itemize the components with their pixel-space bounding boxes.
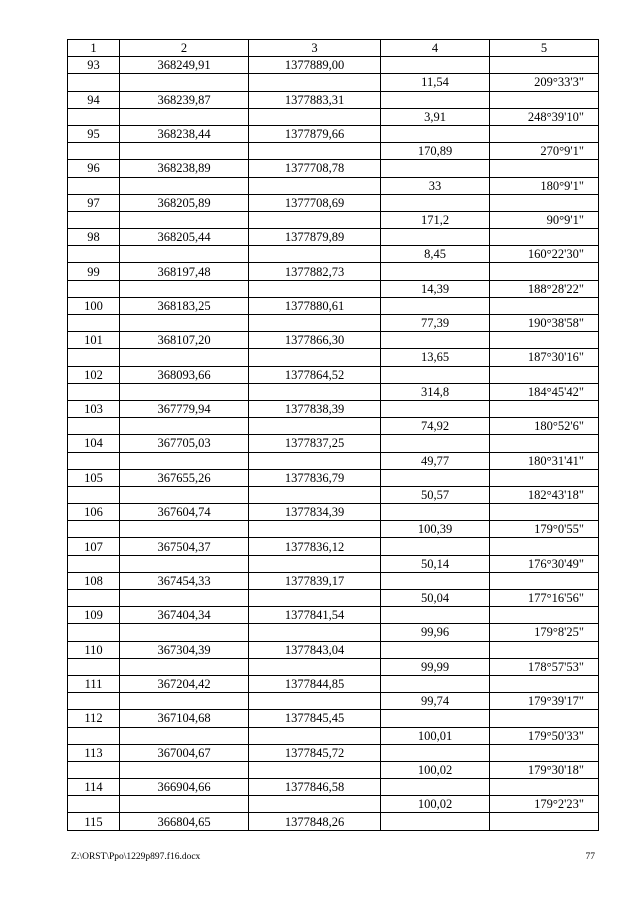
table-cell-col-1 (68, 108, 120, 125)
table-cell-col-2 (120, 383, 249, 400)
table-row (68, 658, 599, 675)
table-cell-col-1 (68, 143, 120, 160)
table-cell-col-3: 1377838,39 (249, 400, 381, 417)
table-cell-col-2: 367404,34 (120, 607, 249, 624)
table-cell-col-4 (381, 400, 490, 417)
table-cell-col-2 (120, 452, 249, 469)
table-cell-col-4: 3,91 (381, 108, 490, 125)
table-row (68, 641, 599, 658)
table-cell-col-2: 367705,03 (120, 435, 249, 452)
table-cell-col-4 (381, 469, 490, 486)
table-cell-col-1: 100 (68, 297, 120, 314)
table-row (68, 761, 599, 778)
table-cell-col-1: 114 (68, 779, 120, 796)
table-cell-col-5 (490, 366, 599, 383)
header-row (68, 40, 599, 57)
table-header (68, 40, 599, 57)
table-row (68, 229, 599, 246)
table-cell-col-2: 368093,66 (120, 366, 249, 383)
table-row (68, 486, 599, 503)
table-cell-col-1 (68, 727, 120, 744)
table-cell-col-1 (68, 624, 120, 641)
table-cell-col-5 (490, 229, 599, 246)
page-footer (71, 852, 595, 862)
table-cell-col-2 (120, 315, 249, 332)
table-cell-col-3 (249, 658, 381, 675)
table-cell-col-5: 179°0'55" (490, 521, 599, 538)
table-cell-col-2 (120, 74, 249, 91)
table-row (68, 263, 599, 280)
coordinates-table (67, 39, 599, 831)
table-cell-col-5 (490, 194, 599, 211)
table-cell-col-2: 367204,42 (120, 675, 249, 692)
page-number: 77 (585, 852, 595, 862)
table-cell-col-5: 182°43'18" (490, 486, 599, 503)
table-cell-col-1: 95 (68, 125, 120, 142)
table-cell-col-1: 108 (68, 572, 120, 589)
table-cell-col-2 (120, 211, 249, 228)
table-cell-col-3: 1377708,78 (249, 160, 381, 177)
table-row (68, 418, 599, 435)
table-cell-col-3: 1377834,39 (249, 504, 381, 521)
table-cell-col-4 (381, 91, 490, 108)
table-cell-col-3 (249, 211, 381, 228)
table-cell-col-2: 367454,33 (120, 572, 249, 589)
table-cell-col-3: 1377836,12 (249, 538, 381, 555)
table-cell-col-5: 179°2'23" (490, 796, 599, 813)
table-cell-col-3 (249, 383, 381, 400)
table-cell-col-2 (120, 177, 249, 194)
table-cell-col-4: 100,02 (381, 761, 490, 778)
table-cell-col-4: 99,96 (381, 624, 490, 641)
table-cell-col-5 (490, 125, 599, 142)
table-row (68, 727, 599, 744)
table-cell-col-4: 100,01 (381, 727, 490, 744)
table-body (68, 57, 599, 830)
table-cell-col-2: 368183,25 (120, 297, 249, 314)
table-cell-col-1 (68, 761, 120, 778)
table-cell-col-2 (120, 143, 249, 160)
table-cell-col-1 (68, 796, 120, 813)
table-cell-col-1: 107 (68, 538, 120, 555)
table-cell-col-2: 366904,66 (120, 779, 249, 796)
table-cell-col-1 (68, 383, 120, 400)
table-cell-col-3 (249, 555, 381, 572)
table-cell-col-4: 77,39 (381, 315, 490, 332)
table-cell-col-1: 94 (68, 91, 120, 108)
table-row (68, 624, 599, 641)
table-cell-col-1: 101 (68, 332, 120, 349)
table-cell-col-1: 103 (68, 400, 120, 417)
table-cell-col-2 (120, 590, 249, 607)
table-cell-col-4 (381, 160, 490, 177)
table-cell-col-3 (249, 452, 381, 469)
table-cell-col-5 (490, 607, 599, 624)
table-row (68, 504, 599, 521)
table-row (68, 469, 599, 486)
table-cell-col-2 (120, 486, 249, 503)
table-row (68, 57, 599, 74)
table-cell-col-4 (381, 675, 490, 692)
table-cell-col-3 (249, 590, 381, 607)
table-row (68, 555, 599, 572)
table-cell-col-3 (249, 521, 381, 538)
table-cell-col-2 (120, 521, 249, 538)
table-cell-col-3: 1377883,31 (249, 91, 381, 108)
table-cell-col-5 (490, 504, 599, 521)
table-cell-col-3 (249, 349, 381, 366)
table-cell-col-2 (120, 246, 249, 263)
table-cell-col-2: 367779,94 (120, 400, 249, 417)
table-row (68, 383, 599, 400)
table-row (68, 297, 599, 314)
table-cell-col-4 (381, 779, 490, 796)
table-cell-col-4: 49,77 (381, 452, 490, 469)
table-cell-col-2: 367004,67 (120, 744, 249, 761)
table-row (68, 366, 599, 383)
table-row (68, 177, 599, 194)
table-cell-col-3 (249, 143, 381, 160)
table-cell-col-4: 170,89 (381, 143, 490, 160)
table-row (68, 744, 599, 761)
table-cell-col-3: 1377708,69 (249, 194, 381, 211)
table-cell-col-3 (249, 315, 381, 332)
table-cell-col-1 (68, 452, 120, 469)
table-cell-col-2 (120, 108, 249, 125)
table-cell-col-4 (381, 229, 490, 246)
table-cell-col-1: 98 (68, 229, 120, 246)
table-cell-col-5: 179°30'18" (490, 761, 599, 778)
table-cell-col-1: 106 (68, 504, 120, 521)
table-cell-col-3 (249, 727, 381, 744)
table-cell-col-4 (381, 194, 490, 211)
table-row (68, 194, 599, 211)
table-cell-col-3 (249, 108, 381, 125)
table-row (68, 74, 599, 91)
table-row (68, 91, 599, 108)
table-cell-col-5 (490, 572, 599, 589)
header-col-5: 5 (490, 40, 599, 57)
header-col-4: 4 (381, 40, 490, 57)
table-cell-col-1 (68, 693, 120, 710)
table-cell-col-2 (120, 624, 249, 641)
table-cell-col-1: 104 (68, 435, 120, 452)
table-cell-col-3: 1377845,72 (249, 744, 381, 761)
table-cell-col-5: 187°30'16" (490, 349, 599, 366)
table-cell-col-1: 110 (68, 641, 120, 658)
table-cell-col-4 (381, 366, 490, 383)
table-cell-col-4: 74,92 (381, 418, 490, 435)
table-row (68, 813, 599, 830)
table-row (68, 143, 599, 160)
table-cell-col-3: 1377837,25 (249, 435, 381, 452)
table-cell-col-5: 179°39'17" (490, 693, 599, 710)
table-cell-col-4 (381, 297, 490, 314)
table-cell-col-3: 1377843,04 (249, 641, 381, 658)
table-cell-col-3: 1377880,61 (249, 297, 381, 314)
table-cell-col-3 (249, 280, 381, 297)
table-cell-col-2: 368239,87 (120, 91, 249, 108)
table-row (68, 280, 599, 297)
table-row (68, 160, 599, 177)
table-cell-col-5: 177°16'56" (490, 590, 599, 607)
table-cell-col-2: 368197,48 (120, 263, 249, 280)
table-cell-col-3: 1377845,45 (249, 710, 381, 727)
table-cell-col-4 (381, 435, 490, 452)
table-cell-col-5 (490, 435, 599, 452)
table-cell-col-5: 248°39'10" (490, 108, 599, 125)
table-cell-col-5: 160°22'30" (490, 246, 599, 263)
table-cell-col-4 (381, 710, 490, 727)
table-cell-col-2: 367655,26 (120, 469, 249, 486)
table-cell-col-5: 90°9'1" (490, 211, 599, 228)
table-cell-col-4: 314,8 (381, 383, 490, 400)
table-cell-col-4: 50,14 (381, 555, 490, 572)
table-cell-col-2: 368238,44 (120, 125, 249, 142)
table-cell-col-4: 50,57 (381, 486, 490, 503)
table-row (68, 521, 599, 538)
table-cell-col-2: 368238,89 (120, 160, 249, 177)
table-cell-col-1 (68, 521, 120, 538)
table-row (68, 779, 599, 796)
table-cell-col-5: 184°45'42" (490, 383, 599, 400)
table-cell-col-4: 8,45 (381, 246, 490, 263)
file-path: Z:\ORST\Ppo\1229p897.f16.docx (71, 852, 201, 862)
table-cell-col-4 (381, 263, 490, 280)
table-cell-col-3 (249, 761, 381, 778)
table-cell-col-1: 113 (68, 744, 120, 761)
table-cell-col-4 (381, 57, 490, 74)
table-cell-col-1 (68, 555, 120, 572)
table-cell-col-3: 1377879,66 (249, 125, 381, 142)
table-cell-col-5 (490, 813, 599, 830)
table-cell-col-5: 179°50'33" (490, 727, 599, 744)
table-cell-col-4: 14,39 (381, 280, 490, 297)
table-cell-col-5 (490, 744, 599, 761)
table-cell-col-1: 93 (68, 57, 120, 74)
table-cell-col-2 (120, 555, 249, 572)
table-cell-col-2: 367104,68 (120, 710, 249, 727)
table-row (68, 211, 599, 228)
table-cell-col-2: 366804,65 (120, 813, 249, 830)
table-cell-col-4 (381, 813, 490, 830)
table-cell-col-3: 1377882,73 (249, 263, 381, 280)
table-cell-col-4: 99,74 (381, 693, 490, 710)
table-cell-col-2 (120, 658, 249, 675)
table-cell-col-5: 179°8'25" (490, 624, 599, 641)
table-row (68, 572, 599, 589)
table-cell-col-1 (68, 349, 120, 366)
table-cell-col-3: 1377844,85 (249, 675, 381, 692)
table-cell-col-1 (68, 280, 120, 297)
table-cell-col-5: 188°28'22" (490, 280, 599, 297)
table-row (68, 693, 599, 710)
table-cell-col-2 (120, 693, 249, 710)
table-cell-col-5 (490, 57, 599, 74)
table-cell-col-5: 270°9'1" (490, 143, 599, 160)
table-cell-col-5 (490, 538, 599, 555)
table-row (68, 246, 599, 263)
table-cell-col-5 (490, 332, 599, 349)
table-cell-col-1: 96 (68, 160, 120, 177)
table-cell-col-1 (68, 590, 120, 607)
table-cell-col-3: 1377841,54 (249, 607, 381, 624)
table-cell-col-3 (249, 693, 381, 710)
header-col-3: 3 (249, 40, 381, 57)
table-cell-col-4 (381, 332, 490, 349)
table-cell-col-3: 1377864,52 (249, 366, 381, 383)
table-row (68, 435, 599, 452)
table-cell-col-1: 111 (68, 675, 120, 692)
table-cell-col-2: 368205,44 (120, 229, 249, 246)
table-cell-col-3: 1377848,26 (249, 813, 381, 830)
table-cell-col-2 (120, 761, 249, 778)
table-cell-col-2: 367604,74 (120, 504, 249, 521)
table-cell-col-1 (68, 74, 120, 91)
table-cell-col-2 (120, 349, 249, 366)
table-cell-col-5 (490, 710, 599, 727)
table-cell-col-3: 1377846,58 (249, 779, 381, 796)
table-cell-col-4: 33 (381, 177, 490, 194)
table-cell-col-1 (68, 486, 120, 503)
table-cell-col-2: 367504,37 (120, 538, 249, 555)
table-cell-col-1: 102 (68, 366, 120, 383)
table-row (68, 315, 599, 332)
table-cell-col-4 (381, 538, 490, 555)
table-cell-col-2: 368249,91 (120, 57, 249, 74)
table-cell-col-4: 13,65 (381, 349, 490, 366)
table-cell-col-4 (381, 504, 490, 521)
table-cell-col-5: 190°38'58" (490, 315, 599, 332)
table-row (68, 590, 599, 607)
table-cell-col-1: 105 (68, 469, 120, 486)
table-cell-col-5 (490, 297, 599, 314)
table-cell-col-4: 99,99 (381, 658, 490, 675)
table-cell-col-3 (249, 246, 381, 263)
table-cell-col-4 (381, 744, 490, 761)
table-cell-col-5 (490, 641, 599, 658)
table-row (68, 796, 599, 813)
table-cell-col-2: 367304,39 (120, 641, 249, 658)
table-cell-col-5 (490, 160, 599, 177)
header-col-2: 2 (120, 40, 249, 57)
table-row (68, 400, 599, 417)
table-cell-col-4 (381, 607, 490, 624)
table-row (68, 125, 599, 142)
table-cell-col-1 (68, 211, 120, 228)
table-cell-col-4: 171,2 (381, 211, 490, 228)
table-cell-col-5: 180°31'41" (490, 452, 599, 469)
table-cell-col-3: 1377866,30 (249, 332, 381, 349)
table-cell-col-2: 368205,89 (120, 194, 249, 211)
table-cell-col-1 (68, 177, 120, 194)
table-cell-col-5: 209°33'3" (490, 74, 599, 91)
table-cell-col-5 (490, 263, 599, 280)
table-cell-col-1 (68, 246, 120, 263)
table-cell-col-5 (490, 779, 599, 796)
table-cell-col-1 (68, 418, 120, 435)
table-cell-col-5: 180°52'6" (490, 418, 599, 435)
table-cell-col-3 (249, 624, 381, 641)
table-cell-col-4: 50,04 (381, 590, 490, 607)
table-cell-col-2: 368107,20 (120, 332, 249, 349)
table-row (68, 675, 599, 692)
coordinates-table-sheet (67, 39, 598, 831)
table-cell-col-2 (120, 418, 249, 435)
table-cell-col-1: 115 (68, 813, 120, 830)
table-cell-col-3: 1377889,00 (249, 57, 381, 74)
table-cell-col-1 (68, 658, 120, 675)
header-col-1: 1 (68, 40, 120, 57)
table-row (68, 607, 599, 624)
table-cell-col-5 (490, 91, 599, 108)
table-row (68, 710, 599, 727)
table-cell-col-5 (490, 469, 599, 486)
table-cell-col-4: 100,02 (381, 796, 490, 813)
table-cell-col-4 (381, 572, 490, 589)
table-cell-col-1: 109 (68, 607, 120, 624)
table-cell-col-3 (249, 74, 381, 91)
table-row (68, 108, 599, 125)
table-cell-col-4 (381, 125, 490, 142)
table-cell-col-3 (249, 418, 381, 435)
table-cell-col-3: 1377836,79 (249, 469, 381, 486)
table-cell-col-1 (68, 315, 120, 332)
table-cell-col-2 (120, 727, 249, 744)
table-cell-col-5 (490, 675, 599, 692)
table-cell-col-5: 180°9'1" (490, 177, 599, 194)
table-cell-col-2 (120, 796, 249, 813)
table-cell-col-3: 1377839,17 (249, 572, 381, 589)
table-cell-col-1: 112 (68, 710, 120, 727)
table-row (68, 349, 599, 366)
table-cell-col-4: 100,39 (381, 521, 490, 538)
table-cell-col-5 (490, 400, 599, 417)
table-row (68, 332, 599, 349)
table-cell-col-5: 176°30'49" (490, 555, 599, 572)
table-row (68, 452, 599, 469)
table-cell-col-3 (249, 177, 381, 194)
table-cell-col-3 (249, 486, 381, 503)
table-cell-col-3: 1377879,89 (249, 229, 381, 246)
table-cell-col-4 (381, 641, 490, 658)
table-cell-col-3 (249, 796, 381, 813)
table-row (68, 538, 599, 555)
table-cell-col-1: 97 (68, 194, 120, 211)
table-cell-col-4: 11,54 (381, 74, 490, 91)
table-cell-col-5: 178°57'53" (490, 658, 599, 675)
table-cell-col-1: 99 (68, 263, 120, 280)
table-cell-col-2 (120, 280, 249, 297)
